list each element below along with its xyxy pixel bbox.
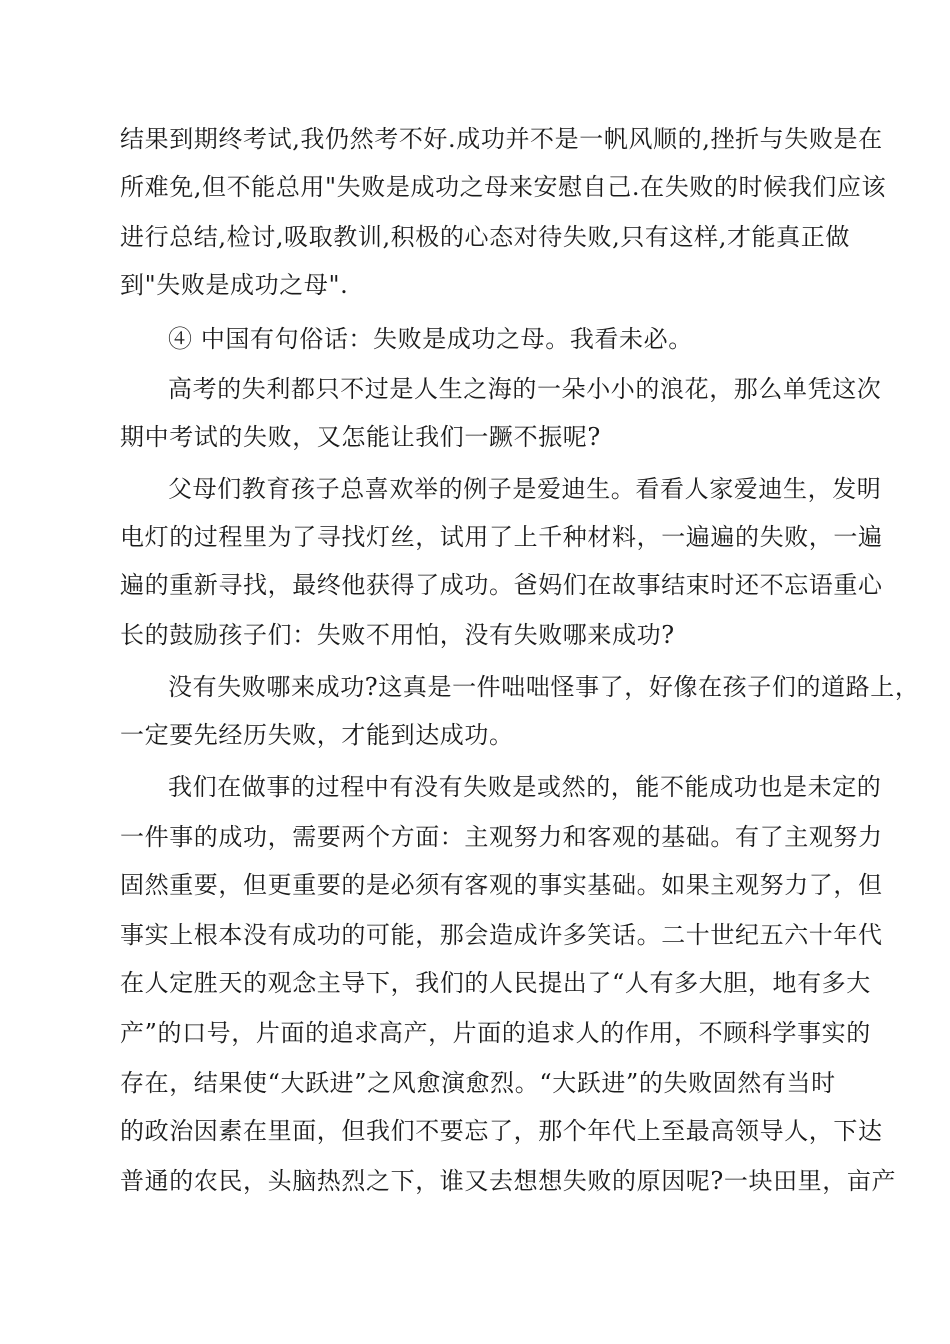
text-line: 电灯的过程里为了寻找灯丝，试用了上千种材料，一遍遍的失败，一遍 [120,523,883,551]
text-line: 存在，结果使“大跃进”之风愈演愈烈。“大跃进”的失败固然有当时 [120,1069,836,1097]
text-line: 产”的口号，片面的追求高产，片面的追求人的作用，不顾科学事实的 [120,1019,871,1047]
text-line: 我们在做事的过程中有没有失败是或然的，能不能成功也是未定的 [168,773,882,801]
text-line: 一件事的成功，需要两个方面：主观努力和客观的基础。有了主观努力 [120,823,883,851]
text-line: 在人定胜天的观念主导下，我们的人民提出了“人有多大胆，地有多大 [120,969,871,997]
text-line: 的政治因素在里面，但我们不要忘了，那个年代上至最高领导人，下达 [120,1117,883,1145]
text-line: 普通的农民，头脑热烈之下，谁又去想想失败的原因呢?一块田里，亩产 [120,1167,897,1195]
text-line: 父母们教育孩子总喜欢举的例子是爱迪生。看看人家爱迪生，发明 [168,475,882,503]
text-line: 进行总结,检讨,吸取教训,积极的心态对待失败,只有这样,才能真正做 [120,223,850,251]
text-line: 一定要先经历失败，才能到达成功。 [120,721,514,749]
text-line: 没有失败哪来成功?这真是一件咄咄怪事了，好像在孩子们的道路上， [168,673,920,701]
text-line: 事实上根本没有成功的可能，那会造成许多笑话。二十世纪五六十年代 [120,921,883,949]
text-line: 遍的重新寻找，最终他获得了成功。爸妈们在故事结束时还不忘语重心 [120,571,883,599]
text-line: ④ 中国有句俗话：失败是成功之母。我看未必。 [168,325,693,353]
text-line: 固然重要，但更重要的是必须有客观的事实基础。如果主观努力了，但 [120,871,883,899]
text-line: 长的鼓励孩子们：失败不用怕，没有失败哪来成功? [120,621,675,649]
text-line: 到"失败是成功之母". [120,271,349,299]
text-line: 结果到期终考试,我仍然考不好.成功并不是一帆风顺的,挫折与失败是在 [120,125,883,153]
text-line: 所难免,但不能总用"失败是成功之母来安慰自己.在失败的时候我们应该 [120,173,887,201]
text-line: 高考的失利都只不过是人生之海的一朵小小的浪花，那么单凭这次 [168,375,882,403]
text-line: 期中考试的失败，又怎能让我们一蹶不振呢? [120,423,601,451]
